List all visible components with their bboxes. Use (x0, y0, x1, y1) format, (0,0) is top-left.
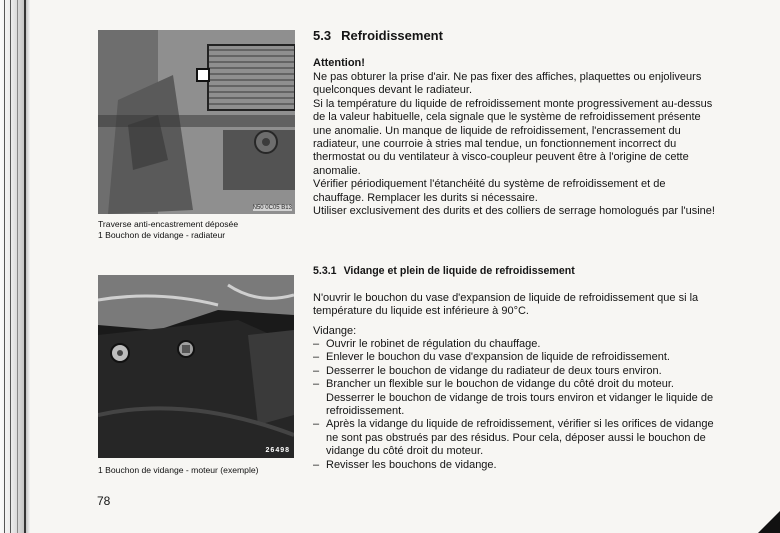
list-item: – Brancher un flexible sur le bouchon de vidange du côté droit du moteur. Desserrer le bouchon de vidange de trois tours environ et vidanger le liquide de refroidissement. (313, 378, 758, 418)
step-line: vidange du côté droit du moteur. (326, 445, 484, 458)
radiator-drain-photo (98, 30, 295, 214)
step-line: Ouvrir le robinet de régulation du chauffage. (326, 338, 541, 350)
text-line: radiateur, une courroie à stries mal tendue, un fonctionnement incorrect du (313, 138, 677, 151)
list-item: – Après la vidange du liquide de refroidissement, vérifier si les orifices de vidange ne sont pas obstrués par des résidus. Pour cela, déposer aussi le bouchon de vidange du côté droit du moteur. (313, 418, 758, 458)
step-line: Revisser les bouchons de vidange. (326, 458, 497, 471)
text-line: Vérifier périodiquement l'étanchéité du système de refroidissement et de (313, 178, 666, 191)
step-line: Desserrer le bouchon de vidange du radiateur de deux tours environ. (326, 364, 662, 377)
subsection-number: 5.3.1 (313, 265, 337, 277)
engine-drain-photo (98, 275, 294, 458)
step-line: refroidissement. (326, 405, 405, 418)
section-heading (313, 28, 443, 43)
text-line: Ne pas obturer la prise d'air. Ne pas fixer des affiches, plaquettes ou enjoliveurs (313, 71, 702, 83)
section-number: 5.3 (313, 28, 332, 43)
step-line: Brancher un flexible sur le bouchon de vidange du côté droit du moteur. (326, 378, 674, 391)
step-line: Desserrer le bouchon de vidange de trois tours environ et vidanger le liquide de (326, 391, 714, 404)
photo-reference-code: 26498 (265, 447, 290, 454)
text-line: chauffage. Remplacer les durits si nécessaire. (313, 191, 538, 204)
vidange-steps-list (313, 338, 758, 472)
page-number: 78 (97, 494, 111, 508)
caption-line: Traverse anti-encastrement déposée (98, 219, 239, 229)
step-line: Enlever le bouchon du vase d'expansion de liquide de refroidissement. (326, 351, 670, 364)
list-item: – Enlever le bouchon du vase d'expansion de liquide de refroidissement. (313, 351, 758, 364)
text-line: Si la température du liquide de refroidissement monte progressivement au-dessus (313, 97, 713, 110)
vidange-label: Vidange: (313, 325, 357, 337)
photo-caption-bottom (98, 465, 298, 476)
subsection-title: Vidange et plein de liquide de refroidissement (343, 265, 575, 277)
text-line: quelconques devant le radiateur. (313, 84, 473, 97)
text-line: de la valeur habituelle, cela signale que le système de refroidissement présente (313, 111, 701, 124)
text-line: température du liquide est inférieure à 90°C. (313, 305, 529, 318)
attention-paragraph (313, 71, 758, 218)
book-binding (0, 0, 30, 533)
text-line: une anomalie. Un manque de liquide de refroidissement, l'encrassement du (313, 124, 681, 137)
subsection-heading (313, 265, 575, 277)
text-line: Utiliser exclusivement des durits et des colliers de serrage homologués par l'usine! (313, 205, 715, 218)
text-line: N'ouvrir le bouchon du vase d'expansion de liquide de refroidissement que si la (313, 292, 699, 304)
caption-line: 1 Bouchon de vidange - radiateur (98, 230, 226, 240)
section-title: Refroidissement (341, 28, 443, 43)
text-line: anomalie. (313, 164, 361, 177)
list-item: – Revisser les bouchons de vidange. (313, 459, 758, 472)
attention-heading: Attention! (313, 57, 365, 69)
list-item: – Desserrer le bouchon de vidange du radiateur de deux tours environ. (313, 365, 758, 378)
caption-line: 1 Bouchon de vidange - moteur (exemple) (98, 465, 259, 475)
photo-caption-top (98, 219, 298, 241)
text-line: thermostat ou du ventilateur à visco-coupleur peuvent être à l'origine de cette (313, 151, 689, 164)
photo-reference-code: N50 0C05 B13 (252, 205, 292, 211)
page-corner (758, 511, 780, 533)
intro-paragraph (313, 292, 758, 319)
list-item: – Ouvrir le robinet de régulation du chauffage. (313, 338, 758, 351)
step-line: Après la vidange du liquide de refroidissement, vérifier si les orifices de vidange (326, 418, 714, 431)
step-line: ne sont pas obstrués par des résidus. Pour cela, déposer aussi le bouchon de (326, 431, 706, 444)
